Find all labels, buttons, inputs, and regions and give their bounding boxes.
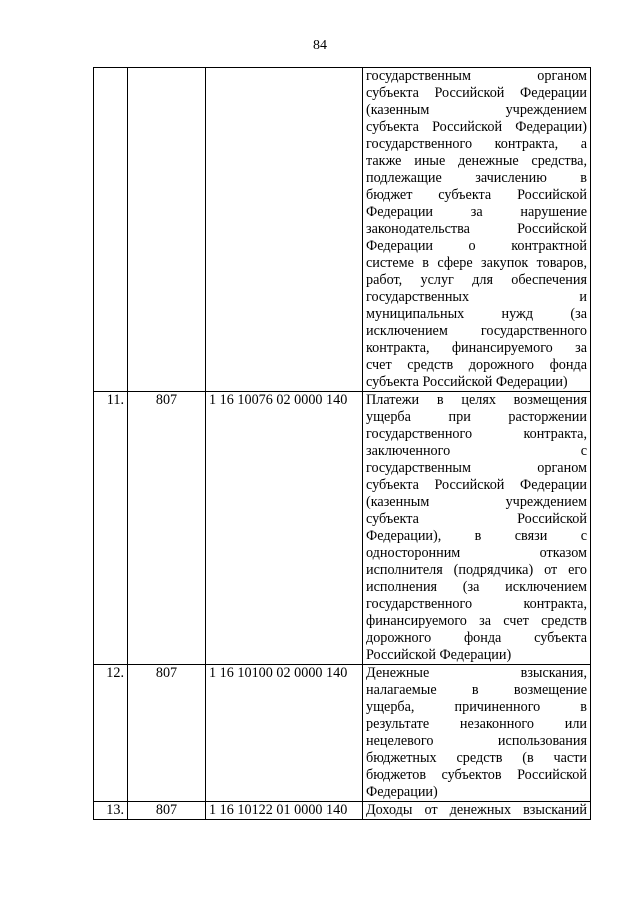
- text-line: бюджетов субъектов Российской: [366, 767, 587, 783]
- admin-code-cell: [128, 68, 206, 392]
- income-name-text: [366, 392, 587, 664]
- revenue-table: [93, 67, 591, 820]
- text-line: контракта, финансируемого за: [366, 340, 587, 356]
- text-line: налагаемые в возмещение: [366, 682, 587, 698]
- text-line: работ, услуг для обеспечения: [366, 272, 587, 288]
- text-line: дорожного фонда субъекта: [366, 630, 587, 646]
- table-row: [94, 68, 591, 392]
- table-row: [94, 665, 591, 802]
- admin-code-cell: 807: [128, 392, 206, 665]
- text-line: исполнения (за исключением: [366, 579, 587, 595]
- kbk-code-cell: 1 16 10100 02 0000 140: [206, 665, 363, 802]
- text-line: Платежи в целях возмещения: [366, 392, 587, 408]
- page-number: 84: [313, 38, 327, 53]
- text-line: финансируемого за счет средств: [366, 613, 587, 629]
- text-line: субъекта Российской Федерации: [366, 477, 587, 493]
- text-line: Российской Федерации): [366, 647, 512, 663]
- text-line: исключением государственного: [366, 323, 587, 339]
- kbk-code-cell: 1 16 10076 02 0000 140: [206, 392, 363, 665]
- text-line: подлежащие зачислению в: [366, 170, 587, 186]
- text-line: также иные денежные средства,: [366, 153, 587, 169]
- text-line: счет средств дорожного фонда: [366, 357, 587, 373]
- table-row: [94, 392, 591, 665]
- row-number-cell: 12.: [94, 665, 128, 802]
- text-line: государственного контракта, а: [366, 136, 587, 152]
- income-name-text: [366, 665, 587, 801]
- income-name-text: [366, 802, 587, 819]
- text-line: ущерба при расторжении: [366, 409, 587, 425]
- text-line: результате незаконного или: [366, 716, 587, 732]
- text-line: субъекта Российской Федерации): [366, 119, 587, 135]
- text-line: заключенного с: [366, 443, 587, 459]
- text-line: субъекта Российской Федерации): [366, 374, 568, 390]
- text-line: государственного контракта,: [366, 426, 587, 442]
- text-line: государственного контракта,: [366, 596, 587, 612]
- text-line: системе в сфере закупок товаров,: [366, 255, 587, 271]
- kbk-code-cell: [206, 68, 363, 392]
- text-line: Федерации), в связи с: [366, 528, 587, 544]
- text-line: государственным органом: [366, 68, 587, 84]
- text-line: Доходы от денежных взысканий: [366, 802, 587, 818]
- text-line: бюджет субъекта Российской: [366, 187, 587, 203]
- text-line: субъекта Российской Федерации: [366, 85, 587, 101]
- text-line: Денежные взыскания,: [366, 665, 587, 681]
- admin-code-cell: 807: [128, 802, 206, 820]
- text-line: односторонним отказом: [366, 545, 587, 561]
- text-line: Федерации): [366, 784, 438, 800]
- income-name-text: [366, 68, 587, 391]
- table-row: [94, 802, 591, 820]
- income-name-cell: [363, 802, 591, 820]
- text-line: (казенным учреждением: [366, 102, 587, 118]
- text-line: Федерации за нарушение: [366, 204, 587, 220]
- text-line: бюджетных средств (в части: [366, 750, 587, 766]
- text-line: (казенным учреждением: [366, 494, 587, 510]
- text-line: государственным органом: [366, 460, 587, 476]
- income-name-cell: [363, 68, 591, 392]
- income-name-cell: [363, 665, 591, 802]
- kbk-code-cell: 1 16 10122 01 0000 140: [206, 802, 363, 820]
- text-line: исполнителя (подрядчика) от его: [366, 562, 587, 578]
- text-line: нецелевого использования: [366, 733, 587, 749]
- income-name-cell: [363, 392, 591, 665]
- text-line: Федерации о контрактной: [366, 238, 587, 254]
- text-line: государственных и: [366, 289, 587, 305]
- text-line: ущерба, причиненного в: [366, 699, 587, 715]
- admin-code-cell: 807: [128, 665, 206, 802]
- text-line: муниципальных нужд (за: [366, 306, 587, 322]
- row-number-cell: 11.: [94, 392, 128, 665]
- text-line: законодательства Российской: [366, 221, 587, 237]
- row-number-cell: [94, 68, 128, 392]
- table-body: [94, 68, 591, 820]
- row-number-cell: 13.: [94, 802, 128, 820]
- text-line: субъекта Российской: [366, 511, 587, 527]
